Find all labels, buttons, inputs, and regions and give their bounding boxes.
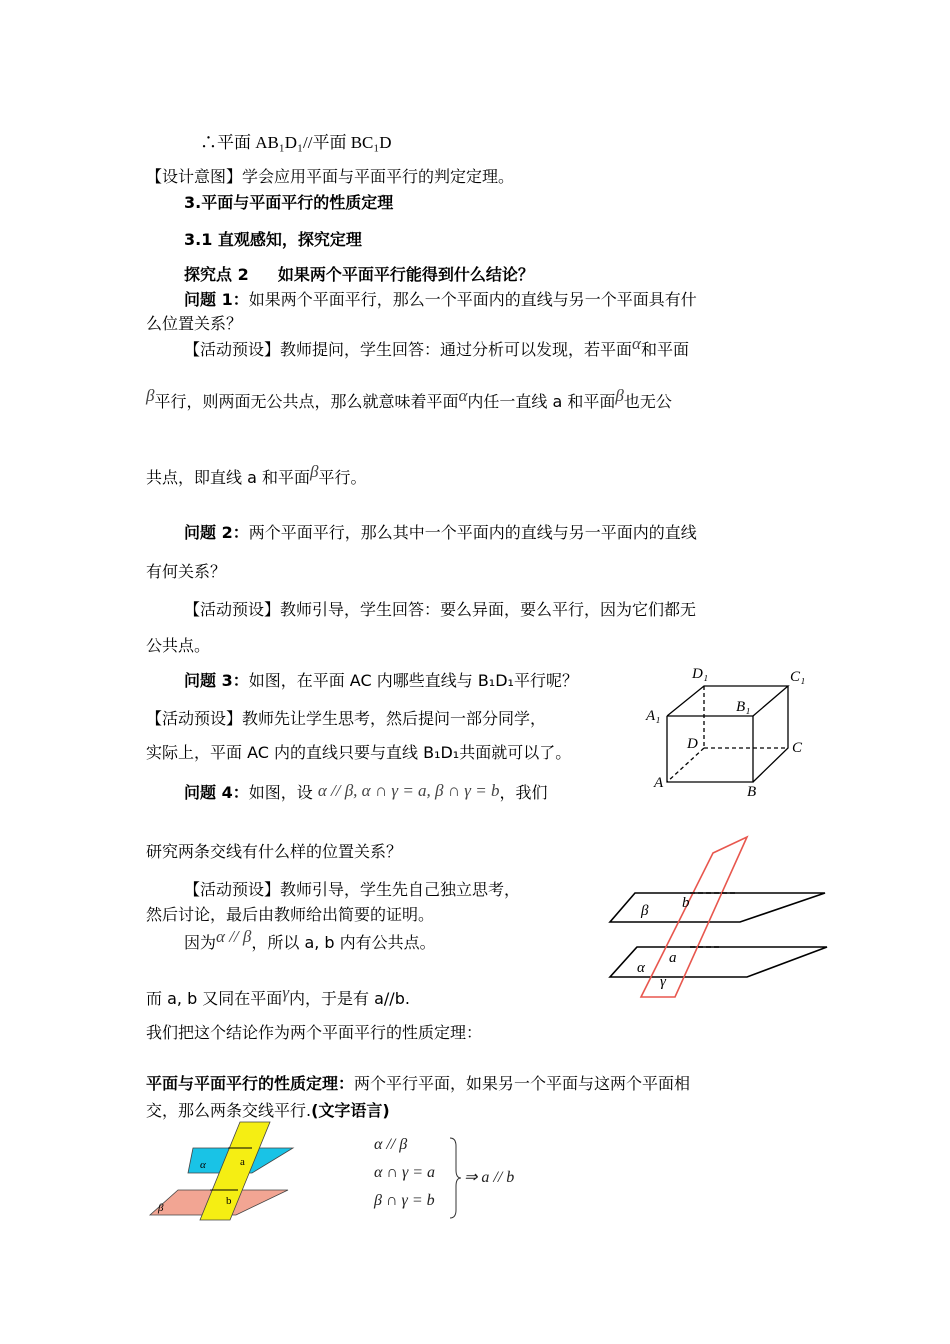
- label-beta: β: [641, 903, 649, 919]
- therefore-line: ∴平面 AB₁D₁//平面 BC₁D: [200, 133, 392, 152]
- question-4-line-2: 研究两条交线有什么样的位置关系？: [146, 842, 403, 861]
- conclusion-line: 我们把这个结论作为两个平面平行的性质定理：: [146, 1023, 483, 1042]
- act1-text-b1: 平行，则两面无公共点，那么就意味着平面: [154, 392, 459, 411]
- and-text-a: 而 a, b 又同在平面: [146, 989, 283, 1008]
- theorem-tag: (文字语言): [311, 1101, 390, 1120]
- plane-gamma: [641, 837, 747, 997]
- activity-3-line-1: 【活动预设】教师先让学生思考，然后提问一部分同学，: [146, 709, 547, 728]
- act1-text-c2: 平行。: [318, 468, 367, 487]
- activity-1-line-1: [184, 334, 689, 360]
- explore-label: 探究点 2: [184, 265, 249, 284]
- explore-text: 如果两个平面平行能得到什么结论？: [277, 265, 534, 284]
- theorem-text-b: 交，那么两条交线平行.: [146, 1101, 312, 1120]
- section-3-heading: 3.平面与平面平行的性质定理: [184, 193, 394, 212]
- because-text-a: 因为: [184, 933, 217, 952]
- label-D1: D₁: [692, 666, 709, 682]
- label-C: C: [792, 740, 803, 756]
- q4-math: α // β, α ∩ γ = a, β ∩ γ = b: [317, 781, 500, 800]
- act1-text-c1: 共点，即直线 a 和平面: [146, 468, 310, 487]
- theorem-line-2: [146, 1098, 390, 1121]
- formula-line-3: β ∩ γ = b: [374, 1192, 435, 1209]
- act1-text-a: 【活动预设】教师提问，学生回答：通过分析可以发现，若平面: [184, 340, 633, 359]
- activity-2-line-2: 公共点。: [146, 636, 211, 655]
- label-A: A: [654, 775, 664, 791]
- formula-line-2: α ∩ γ = a: [374, 1164, 436, 1181]
- activity-4-line-2: 然后讨论，最后由教师给出简要的证明。: [146, 905, 435, 924]
- and-line: [146, 983, 410, 1009]
- fig2-label-alpha: α: [200, 1159, 206, 1171]
- q1-label: 问题 1：: [184, 290, 249, 309]
- formula-block: [374, 1136, 435, 1220]
- cube-top-face: [667, 686, 788, 716]
- because-line: [184, 927, 436, 953]
- question-2-line: [184, 520, 697, 543]
- cube-figure: [640, 660, 820, 800]
- formula-result: ⇒ a // b: [464, 1169, 515, 1186]
- label-C1: C₁: [790, 669, 806, 685]
- q1-text: 如果两个平面平行，那么一个平面内的直线与另一个平面具有什: [248, 290, 697, 309]
- q4-label: 问题 4：: [184, 783, 249, 802]
- label-gamma: γ: [660, 974, 666, 990]
- explore-point-2: [184, 262, 534, 285]
- activity-3-line-2: 实际上，平面 AC 内的直线只要与直线 B₁D₁共面就可以了。: [146, 743, 572, 762]
- activity-1-line-2: [146, 386, 672, 412]
- question-3-line: [184, 668, 578, 691]
- question-2-line-2: 有何关系？: [146, 562, 227, 581]
- and-text-b: 内，于是有 a//b.: [289, 989, 410, 1008]
- activity-2-line-1: 【活动预设】教师引导，学生回答：要么异面，要么平行，因为它们都无: [184, 600, 697, 619]
- label-D: D: [687, 736, 698, 752]
- q2-label: 问题 2：: [184, 523, 249, 542]
- design-intent: 【设计意图】学会应用平面与平面平行的判定定理。: [146, 167, 515, 186]
- section-3-1-heading: 3.1 直观感知，探究定理: [184, 230, 362, 249]
- cube-front-face: [667, 716, 753, 782]
- alpha-symbol: α: [458, 386, 468, 405]
- act1-text-b2: 内任一直线 a 和平面: [467, 392, 616, 411]
- beta-symbol: β: [615, 386, 624, 405]
- question-4-line: [184, 780, 547, 803]
- fig2-label-b: b: [226, 1195, 232, 1207]
- beta-symbol: β: [309, 462, 319, 481]
- because-text-b: ，所以 a, b 内有公共点。: [251, 933, 436, 952]
- q4-text-a: 如图，设: [248, 783, 313, 802]
- alpha-symbol: α: [632, 334, 641, 353]
- question-1-line: [184, 287, 697, 310]
- label-b: b: [682, 895, 690, 911]
- fig2-label-a: a: [240, 1156, 245, 1168]
- q3-text: 如图，在平面 AC 内哪些直线与 B₁D₁平行呢？: [248, 671, 578, 690]
- theorem-text-a: 两个平行平面，如果另一个平面与这两个平面相: [354, 1074, 691, 1093]
- theorem-label: 平面与平面平行的性质定理：: [146, 1074, 355, 1093]
- label-a: a: [669, 950, 677, 966]
- fig2-label-beta: β: [158, 1202, 164, 1214]
- q3-label: 问题 3：: [184, 671, 249, 690]
- beta-symbol: β: [146, 386, 155, 405]
- right-brace: [448, 1136, 462, 1220]
- question-1-line-2: 么位置关系？: [146, 314, 243, 333]
- act1-text-b3: 也无公: [623, 392, 672, 411]
- q4-text-b: ，我们: [499, 783, 548, 802]
- formula-line-1: α // β: [374, 1136, 408, 1153]
- label-B: B: [747, 784, 757, 800]
- colored-planes-figure: [148, 1120, 298, 1230]
- label-B1: B₁: [736, 699, 751, 715]
- cube-hidden-edges: [667, 686, 788, 782]
- because-math: α // β: [216, 927, 252, 946]
- label-alpha: α: [637, 960, 645, 976]
- activity-4-line-1: 【活动预设】教师引导，学生先自己独立思考，: [184, 880, 521, 899]
- q2-text: 两个平面平行，那么其中一个平面内的直线与另一平面内的直线: [248, 523, 697, 542]
- parallel-planes-figure: [605, 835, 805, 1000]
- theorem-line-1: [146, 1071, 690, 1094]
- label-A1: A₁: [646, 708, 661, 724]
- act1-text-a2: 和平面: [640, 340, 689, 359]
- activity-1-line-3: [146, 462, 367, 488]
- gamma-symbol: γ: [282, 983, 290, 1002]
